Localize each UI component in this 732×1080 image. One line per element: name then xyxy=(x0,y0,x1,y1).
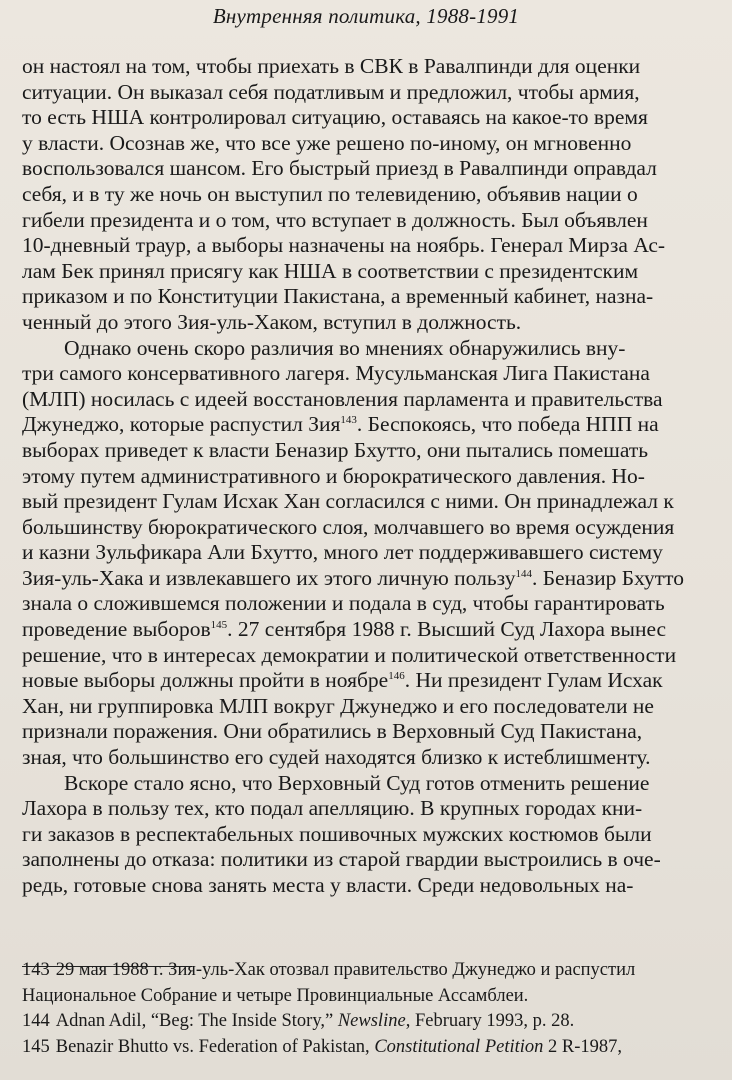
footnote-italic: Newsline xyxy=(337,1011,406,1032)
text-line xyxy=(22,617,732,643)
text-line: этому путем административного и бюрократического давления. Но- xyxy=(22,463,645,488)
text-segment: Зия-уль-Хака и извлекавшего их этого личную пользу xyxy=(22,565,516,590)
text-line: себя, и в ту же ночь он выступил по телевидению, объявив нации о xyxy=(22,181,638,206)
footnote-text: 2 R-1987, xyxy=(543,1036,623,1057)
running-header: Внутренняя политика, 1988-1991 xyxy=(212,4,520,28)
text-line: и казни Зульфикара Али Бхутто, много лет поддерживавшего систему xyxy=(22,540,663,565)
text-line: большинству бюрократического слоя, молчавшего во время осуждения xyxy=(22,514,675,539)
paragraph-2 xyxy=(22,336,732,771)
text-segment: проведение выборов xyxy=(22,617,211,642)
main-text xyxy=(22,54,732,899)
footnote-number: 144 xyxy=(22,1011,50,1032)
text-line: редь, готовые снова занять места у власти. Среди недовольных на- xyxy=(22,873,634,897)
text-line: он настоял на том, чтобы приехать в СВК в Равалпинди для оценки xyxy=(22,54,641,78)
footnote-144 xyxy=(22,1009,732,1035)
text-line: вый президент Гулам Исхак Хан согласился с ними. Он принадлежал к xyxy=(22,489,674,514)
footnote-number: 143 xyxy=(22,960,50,980)
text-line: лам Бек принял присягу как НША в соответствии с президентским xyxy=(22,258,639,283)
footnote-ref: 143 xyxy=(340,414,357,427)
text-line: Вскоре стало ясно, что Верховный Суд готов отменить решение xyxy=(64,770,650,795)
text-line: Лахора в пользу тех, кто подал апелляцию. В крупных городах кни- xyxy=(22,796,643,821)
footnote-ref: 144 xyxy=(515,567,532,580)
text-segment: . Беспокоясь, что победа НПП на xyxy=(356,412,659,437)
text-line: приказом и по Конституции Пакистана, а временный кабинет, назна- xyxy=(22,284,654,309)
text-line: Однако очень скоро различия во мнениях обнаружились вну- xyxy=(64,335,626,360)
text-line: признали поражения. Они обратились в Верховный Суд Пакистана, xyxy=(22,719,643,744)
footnote-ref: 146 xyxy=(388,670,405,683)
text-segment: . Ни президент Гулам Исхак xyxy=(404,668,663,693)
footnote-143-cont: Национальное Собрание и четыре Провинциальные Ассамблеи. xyxy=(22,985,529,1006)
text-line: ги заказов в респектабельных пошивочных мужских костюмов были xyxy=(22,821,652,846)
footnote-text: Adnan Adil, “Beg: The Inside Story,” xyxy=(55,1011,338,1032)
text-segment: . 27 сентября 1988 г. Высший Суд Лахора вынес xyxy=(227,617,667,642)
text-line: ченный до этого Зия-уль-Хаком, вступил в должность. xyxy=(22,309,522,334)
text-line: ситуации. Он выказал себя податливым и предложил, чтобы армия, xyxy=(22,79,640,104)
footnote-ref: 145 xyxy=(210,619,228,632)
text-line xyxy=(22,412,732,438)
text-line: гибели президента и о том, что вступает в должность. Был объявлен xyxy=(22,207,648,232)
text-line: три самого консервативного лагеря. Мусульманская Лига Пакистана xyxy=(22,361,650,386)
footnotes xyxy=(22,958,732,1060)
footnote-143 xyxy=(22,958,732,984)
footnote-italic: Constitutional Petition xyxy=(374,1036,544,1057)
text-line: Хан, ни группировка МЛП вокруг Джунеджо и его последователи не xyxy=(22,693,654,718)
text-line: (МЛП) носилась с идеей восстановления парламента и правительства xyxy=(22,386,663,411)
text-line: воспользовался шансом. Его быстрый приезд в Равалпинди оправдал xyxy=(22,156,657,181)
footnote-number: 145 xyxy=(22,1036,50,1057)
text-line: то есть НША контролировал ситуацию, оставаясь на какое-то время xyxy=(22,105,648,130)
text-line: 10-дневный траур, а выборы назначены на ноябрь. Генерал Мирза Ас- xyxy=(22,233,666,258)
footnote-145 xyxy=(22,1035,732,1061)
text-line: зная, что большинство его судей находятся близко к истеблишменту. xyxy=(22,745,651,770)
paragraph-1 xyxy=(22,54,732,336)
text-line xyxy=(22,566,732,592)
text-line: решение, что в интересах демократии и политической ответственности xyxy=(22,642,677,667)
text-line: у власти. Осознав же, что все уже решено по-иному, он мгновенно xyxy=(22,130,632,155)
text-segment: новые выборы должны пройти в ноябре xyxy=(22,668,389,693)
text-line: знала о сложившемся положении и подала в суд, чтобы гарантировать xyxy=(22,591,665,616)
text-line xyxy=(22,668,732,694)
footnote-text: , February 1993, p. 28. xyxy=(405,1011,575,1032)
footnote-text: Benazir Bhutto vs. Federation of Pakistan, xyxy=(55,1036,375,1057)
text-line: выборах приведет к власти Беназир Бхутто, они пытались помешать xyxy=(22,437,649,462)
footnote-text: 29 мая 1988 г. Зия-уль-Хак отозвал правительство Джунеджо и распустил xyxy=(55,960,636,980)
text-line: заполнены до отказа: политики из старой гвардии выстроились в оче- xyxy=(22,847,661,872)
text-segment: . Беназир Бхутто xyxy=(531,565,685,590)
text-segment: Джунеджо, которые распустил Зия xyxy=(22,412,341,437)
paragraph-3 xyxy=(22,771,732,899)
